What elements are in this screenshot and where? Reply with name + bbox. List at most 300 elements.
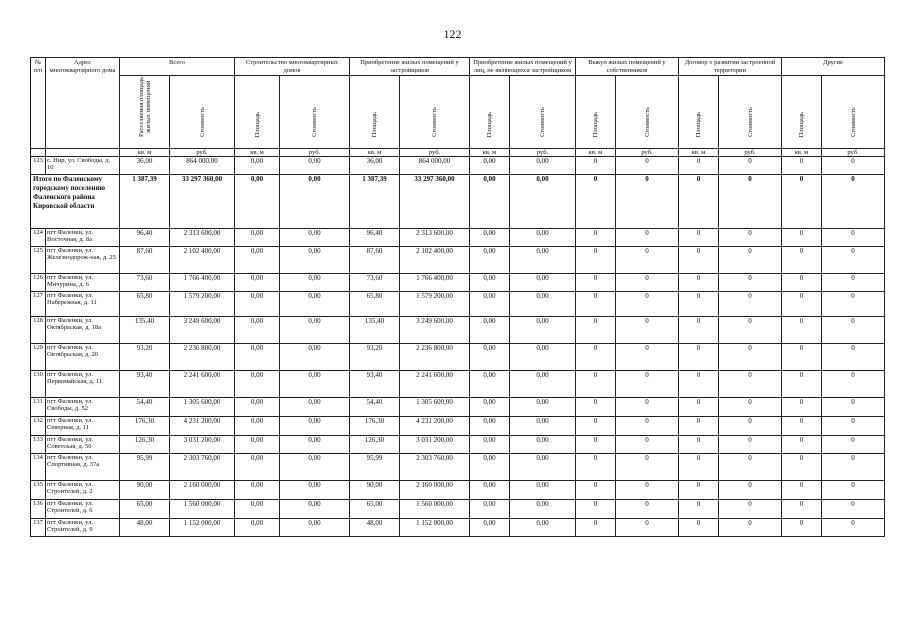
row-address: пгт Фаленки, ул. Набережная, д. 11 [46, 292, 120, 317]
table-row [31, 417, 885, 436]
cell-value: 0,00 [470, 274, 510, 292]
cell-value: 0,00 [280, 454, 350, 481]
total-value: 0,00 [470, 175, 510, 229]
subheader-resettled-area: Расселяемая площадь жилых помещений [137, 76, 152, 137]
cell-value: 0 [822, 398, 885, 417]
cell-value: 0 [679, 436, 719, 454]
cell-value: 4 231 200,00 [170, 417, 235, 436]
cell-value: 0 [719, 317, 782, 344]
cell-value: 0 [719, 229, 782, 247]
cell-value: 0 [822, 417, 885, 436]
cell-value: 0 [679, 344, 719, 371]
subheader-row [31, 76, 885, 149]
cell-value: 93,20 [350, 344, 400, 371]
total-value: 1 387,39 [120, 175, 170, 229]
cell-value: 0,00 [470, 292, 510, 317]
unit-sq-m: кв. м [470, 149, 510, 157]
cell-value: 1 579 200,00 [400, 292, 470, 317]
cell-value: 65,00 [350, 500, 400, 519]
row-number: 137 [31, 519, 46, 537]
unit-sq-m: кв. м [782, 149, 822, 157]
cell-value: 0 [719, 274, 782, 292]
cell-value: 0 [822, 344, 885, 371]
cell-value: 2 313 600,00 [400, 229, 470, 247]
row-number: 126 [31, 274, 46, 292]
unit-rub: руб. [400, 149, 470, 157]
cell-value: 0,00 [280, 292, 350, 317]
cell-value: 73,60 [120, 274, 170, 292]
cell-value: 36,00 [120, 157, 170, 175]
cell-value: 93,40 [350, 371, 400, 398]
cell-value: 90,00 [120, 481, 170, 500]
cell-value: 95,99 [120, 454, 170, 481]
cell-value: 0,00 [280, 371, 350, 398]
subheader-cost: Стоимость [746, 107, 754, 137]
cell-value: 0 [782, 274, 822, 292]
subheader-area: Площадь [695, 111, 702, 137]
row-address: пгт Фаленки, ул. Строителей, д. 6 [46, 500, 120, 519]
cell-value: 0,00 [280, 344, 350, 371]
cell-value: 2 160 000,00 [170, 481, 235, 500]
cell-value: 96,40 [350, 229, 400, 247]
cell-value: 0 [782, 398, 822, 417]
cell-value: 0 [782, 454, 822, 481]
cell-value: 3 031 200,00 [400, 436, 470, 454]
cell-value: 0,00 [280, 398, 350, 417]
row-address: пгт Фаленки, ул. Восточная, д. 8а [46, 229, 120, 247]
cell-value: 2 241 600,00 [170, 371, 235, 398]
table-row [31, 229, 885, 247]
cell-value: 0,00 [510, 157, 576, 175]
cell-value: 0 [719, 157, 782, 175]
subheader-area: Площадь [592, 111, 599, 137]
cell-value: 0 [782, 247, 822, 274]
table-row [31, 371, 885, 398]
header-num: № п/п [31, 58, 46, 149]
cell-value: 0 [782, 371, 822, 398]
cell-value: 1 152 000,00 [170, 519, 235, 537]
row-address: пгт Фаленки, ул. Строителей, д. 9 [46, 519, 120, 537]
row-address: пгт Фаленки, ул. Первомайская, д. 11 [46, 371, 120, 398]
cell-value: 4 231 200,00 [400, 417, 470, 436]
cell-value: 0,00 [235, 500, 280, 519]
cell-value: 0 [822, 454, 885, 481]
cell-value: 0 [822, 436, 885, 454]
subheader-area: Площадь [486, 111, 493, 137]
cell-value: 0 [822, 274, 885, 292]
total-label: Итого по Фаленскому городскому поселению Фаленского района Кировской области [31, 175, 120, 229]
cell-value: 0 [822, 157, 885, 175]
cell-value: 0 [576, 344, 616, 371]
cell-value: 0 [822, 500, 885, 519]
cell-value: 73,60 [350, 274, 400, 292]
row-address: пгт Фаленки, ул. Свободы, д. 52 [46, 398, 120, 417]
table-row [31, 274, 885, 292]
total-value: 0 [782, 175, 822, 229]
unit-sq-m: кв. м [679, 149, 719, 157]
total-value: 0 [719, 175, 782, 229]
cell-value: 0,00 [470, 519, 510, 537]
row-address: пгт Фаленки, ул. Октябрьская, д. 20 [46, 344, 120, 371]
cell-value: 0,00 [470, 398, 510, 417]
cell-value: 87,60 [350, 247, 400, 274]
cell-value: 0,00 [235, 417, 280, 436]
cell-value: 0,00 [470, 417, 510, 436]
row-number: 131 [31, 398, 46, 417]
cell-value: 95,99 [350, 454, 400, 481]
cell-value: 0,00 [235, 274, 280, 292]
cell-value: 2 102 400,00 [170, 247, 235, 274]
cell-value: 126,30 [120, 436, 170, 454]
cell-value: 0 [719, 436, 782, 454]
cell-value: 864 000,00 [400, 157, 470, 175]
cell-value: 0 [679, 157, 719, 175]
cell-value: 0,00 [510, 344, 576, 371]
cell-value: 0 [616, 292, 679, 317]
cell-value: 0,00 [470, 344, 510, 371]
unit-rub: руб. [616, 149, 679, 157]
cell-value: 0 [719, 417, 782, 436]
row-number: 133 [31, 436, 46, 454]
cell-value: 0 [679, 292, 719, 317]
subheader-cost: Стоимость [198, 107, 206, 137]
cell-value: 0,00 [510, 371, 576, 398]
cell-value: 0,00 [235, 229, 280, 247]
cell-value: 0 [576, 157, 616, 175]
row-address: пгт Фаленки, ул. Мичурина, д. 6 [46, 274, 120, 292]
cell-value: 0 [782, 317, 822, 344]
cell-value: 0 [616, 317, 679, 344]
subheader-area: Площадь [798, 111, 805, 137]
header-purchase-dev: Приобретение жилых помещений у застройщиков [350, 58, 470, 76]
cell-value: 93,20 [120, 344, 170, 371]
cell-value: 3 249 600,00 [170, 317, 235, 344]
row-number: 130 [31, 371, 46, 398]
total-value: 0 [679, 175, 719, 229]
units-row [31, 149, 885, 157]
total-value: 0 [616, 175, 679, 229]
cell-value: 1 305 600,00 [170, 398, 235, 417]
table-row [31, 500, 885, 519]
total-row [31, 175, 885, 229]
cell-value: 0 [719, 481, 782, 500]
row-address: пгт Фаленки, ул. Строителей, д. 2 [46, 481, 120, 500]
cell-value: 0 [576, 417, 616, 436]
cell-value: 93,40 [120, 371, 170, 398]
row-address: пгт Фаленки, ул. Октябрьская, д. 18а [46, 317, 120, 344]
cell-value: 0 [679, 274, 719, 292]
cell-value: 1 579 200,00 [170, 292, 235, 317]
cell-value: 0 [679, 417, 719, 436]
cell-value: 0 [679, 481, 719, 500]
cell-value: 0 [616, 371, 679, 398]
cell-value: 0 [719, 292, 782, 317]
cell-value: 0 [719, 519, 782, 537]
cell-value: 0,00 [235, 292, 280, 317]
cell-value: 0,00 [510, 229, 576, 247]
cell-value: 0 [719, 371, 782, 398]
cell-value: 0 [679, 317, 719, 344]
cell-value: 0 [719, 344, 782, 371]
row-address: пгт Фаленки, ул. Спортивная, д. 37а [46, 454, 120, 481]
cell-value: 0,00 [470, 454, 510, 481]
cell-value: 0,00 [470, 247, 510, 274]
cell-value: 0,00 [280, 274, 350, 292]
cell-value: 3 031 200,00 [170, 436, 235, 454]
cell-value: 2 241 600,00 [400, 371, 470, 398]
row-address: пгт Фаленки, ул. Северная, д. 11 [46, 417, 120, 436]
cell-value: 0,00 [235, 344, 280, 371]
header-other: Другие [782, 58, 885, 76]
row-address: пгт Фаленки, ул. Советская, д. 50 [46, 436, 120, 454]
cell-value: 0,00 [510, 292, 576, 317]
cell-value: 135,40 [350, 317, 400, 344]
cell-value: 0 [679, 247, 719, 274]
table-row [31, 247, 885, 274]
total-value: 0,00 [510, 175, 576, 229]
row-number: 127 [31, 292, 46, 317]
cell-value: 0 [782, 292, 822, 317]
unit-rub: руб. [510, 149, 576, 157]
table-row [31, 292, 885, 317]
subheader-cost: Стоимость [643, 107, 651, 137]
cell-value: 176,30 [120, 417, 170, 436]
cell-value: 54,40 [350, 398, 400, 417]
header-total: Всего [120, 58, 235, 76]
header-purchase-nondev: Приобретение жилых помещений у лиц, не являющихся застройщиком [470, 58, 576, 76]
cell-value: 65,00 [120, 500, 170, 519]
cell-value: 2 303 760,00 [400, 454, 470, 481]
cell-value: 0,00 [280, 317, 350, 344]
cell-value: 0,00 [235, 317, 280, 344]
row-address: пгт Фаленки, ул. Железнодорож-ная, д. 25 [46, 247, 120, 274]
header-buyout: Выкуп жилых помещений у собственников [576, 58, 679, 76]
cell-value: 176,30 [350, 417, 400, 436]
cell-value: 0,00 [470, 436, 510, 454]
cell-value: 0,00 [510, 417, 576, 436]
cell-value: 1 152 000,00 [400, 519, 470, 537]
cell-value: 0 [576, 500, 616, 519]
cell-value: 90,00 [350, 481, 400, 500]
cell-value: 96,40 [120, 229, 170, 247]
table-row [31, 519, 885, 537]
cell-value: 1 560 000,00 [170, 500, 235, 519]
row-number: 134 [31, 454, 46, 481]
cell-value: 2 102 400,00 [400, 247, 470, 274]
cell-value: 0,00 [235, 157, 280, 175]
unit-sq-m: кв. м [576, 149, 616, 157]
cell-value: 0,00 [235, 398, 280, 417]
cell-value: 0 [822, 292, 885, 317]
cell-value: 0,00 [235, 454, 280, 481]
cell-value: 0,00 [470, 500, 510, 519]
cell-value: 0 [822, 371, 885, 398]
row-number: 125 [31, 247, 46, 274]
cell-value: 126,30 [350, 436, 400, 454]
cell-value: 87,60 [120, 247, 170, 274]
cell-value: 0 [576, 371, 616, 398]
cell-value: 0 [616, 344, 679, 371]
row-number: 128 [31, 317, 46, 344]
cell-value: 0,00 [280, 519, 350, 537]
cell-value: 54,40 [120, 398, 170, 417]
cell-value: 0 [782, 500, 822, 519]
unit-sq-m: кв. м [350, 149, 400, 157]
unit-sq-m: кв. м [120, 149, 170, 157]
row-number: 132 [31, 417, 46, 436]
cell-value: 0 [576, 398, 616, 417]
cell-value: 0 [822, 481, 885, 500]
table-row [31, 157, 885, 175]
row-number: 136 [31, 500, 46, 519]
cell-value: 0 [679, 519, 719, 537]
cell-value: 0,00 [510, 481, 576, 500]
cell-value: 0,00 [470, 481, 510, 500]
cell-value: 0 [616, 417, 679, 436]
table-row [31, 317, 885, 344]
total-value: 0,00 [235, 175, 280, 229]
cell-value: 0,00 [510, 398, 576, 417]
table-row [31, 398, 885, 417]
total-value: 0 [822, 175, 885, 229]
row-address: с. Нир, ул. Свободы, д. 10 [46, 157, 120, 175]
subheader-cost: Стоимость [311, 107, 318, 137]
cell-value: 0,00 [510, 436, 576, 454]
page-number: 122 [443, 27, 462, 41]
row-number: 123 [31, 157, 46, 175]
cell-value: 0 [616, 274, 679, 292]
cell-value: 0 [782, 157, 822, 175]
cell-value: 0 [782, 436, 822, 454]
cell-value: 0 [679, 500, 719, 519]
cell-value: 0,00 [280, 417, 350, 436]
subheader-cost: Стоимость [539, 107, 546, 137]
cell-value: 0 [576, 519, 616, 537]
cell-value: 0 [576, 436, 616, 454]
cell-value: 0 [616, 500, 679, 519]
cell-value: 0,00 [280, 229, 350, 247]
header-development: Договор о развитии застроенной территории [679, 58, 782, 76]
cell-value: 0,00 [510, 274, 576, 292]
cell-value: 0 [576, 454, 616, 481]
cell-value: 0 [782, 229, 822, 247]
cell-value: 0 [822, 317, 885, 344]
unit-rub: руб. [170, 149, 235, 157]
cell-value: 48,00 [350, 519, 400, 537]
cell-value: 0,00 [235, 436, 280, 454]
cell-value: 2 160 000,00 [400, 481, 470, 500]
cell-value: 48,00 [120, 519, 170, 537]
cell-value: 0 [679, 371, 719, 398]
cell-value: 0,00 [510, 454, 576, 481]
cell-value: 0 [616, 481, 679, 500]
cell-value: 0 [719, 500, 782, 519]
row-number: 135 [31, 481, 46, 500]
cell-value: 0,00 [280, 500, 350, 519]
cell-value: 0 [822, 247, 885, 274]
cell-value: 1 560 000,00 [400, 500, 470, 519]
cell-value: 0 [679, 454, 719, 481]
unit-sq-m: кв. м [235, 149, 280, 157]
total-value: 33 297 360,00 [170, 175, 235, 229]
cell-value: 0,00 [235, 247, 280, 274]
cell-value: 1 766 400,00 [400, 274, 470, 292]
total-value: 33 297 360,00 [400, 175, 470, 229]
cell-value: 0 [576, 317, 616, 344]
cell-value: 0 [576, 229, 616, 247]
cell-value: 0 [616, 247, 679, 274]
unit-rub: руб. [280, 149, 350, 157]
cell-value: 0 [822, 229, 885, 247]
cell-value: 0 [719, 454, 782, 481]
header-address: Адрес многоквартирного дома [46, 58, 120, 149]
cell-value: 0,00 [235, 519, 280, 537]
cell-value: 65,80 [120, 292, 170, 317]
total-value: 1 387,39 [350, 175, 400, 229]
cell-value: 0,00 [235, 371, 280, 398]
cell-value: 0,00 [470, 371, 510, 398]
cell-value: 0,00 [470, 157, 510, 175]
cell-value: 2 303 760,00 [170, 454, 235, 481]
cell-value: 0,00 [470, 317, 510, 344]
subheader-area: Площадь [253, 111, 261, 137]
cell-value: 135,40 [120, 317, 170, 344]
cell-value: 0 [616, 398, 679, 417]
cell-value: 0 [616, 454, 679, 481]
cell-value: 2 236 800,00 [400, 344, 470, 371]
cell-value: 0 [679, 398, 719, 417]
cell-value: 0 [719, 398, 782, 417]
cell-value: 0 [616, 157, 679, 175]
cell-value: 0 [782, 417, 822, 436]
table-row [31, 454, 885, 481]
cell-value: 0,00 [280, 436, 350, 454]
cell-value: 0,00 [510, 500, 576, 519]
subheader-cost: Стоимость [849, 107, 857, 137]
cell-value: 2 313 600,00 [170, 229, 235, 247]
cell-value: 0,00 [510, 317, 576, 344]
unit-rub: руб. [719, 149, 782, 157]
cell-value: 0 [616, 436, 679, 454]
cell-value: 1 305 600,00 [400, 398, 470, 417]
cell-value: 1 766 400,00 [170, 274, 235, 292]
resettlement-table [30, 57, 885, 537]
total-value: 0,00 [280, 175, 350, 229]
cell-value: 0,00 [280, 247, 350, 274]
cell-value: 36,00 [350, 157, 400, 175]
row-number: 129 [31, 344, 46, 371]
cell-value: 0,00 [235, 481, 280, 500]
cell-value: 0 [616, 229, 679, 247]
cell-value: 0,00 [510, 519, 576, 537]
table-row [31, 436, 885, 454]
cell-value: 0,00 [280, 481, 350, 500]
cell-value: 0 [782, 344, 822, 371]
header-construction: Строительство многоквартирных домов [235, 58, 350, 76]
table-row [31, 481, 885, 500]
cell-value: 0 [576, 247, 616, 274]
cell-value: 0 [576, 292, 616, 317]
cell-value: 0 [616, 519, 679, 537]
cell-value: 0 [782, 519, 822, 537]
cell-value: 65,80 [350, 292, 400, 317]
cell-value: 0,00 [470, 229, 510, 247]
cell-value: 0,00 [510, 247, 576, 274]
cell-value: 0 [782, 481, 822, 500]
cell-value: 0 [679, 229, 719, 247]
cell-value: 0,00 [280, 157, 350, 175]
subheader-area: Площадь [371, 111, 378, 137]
